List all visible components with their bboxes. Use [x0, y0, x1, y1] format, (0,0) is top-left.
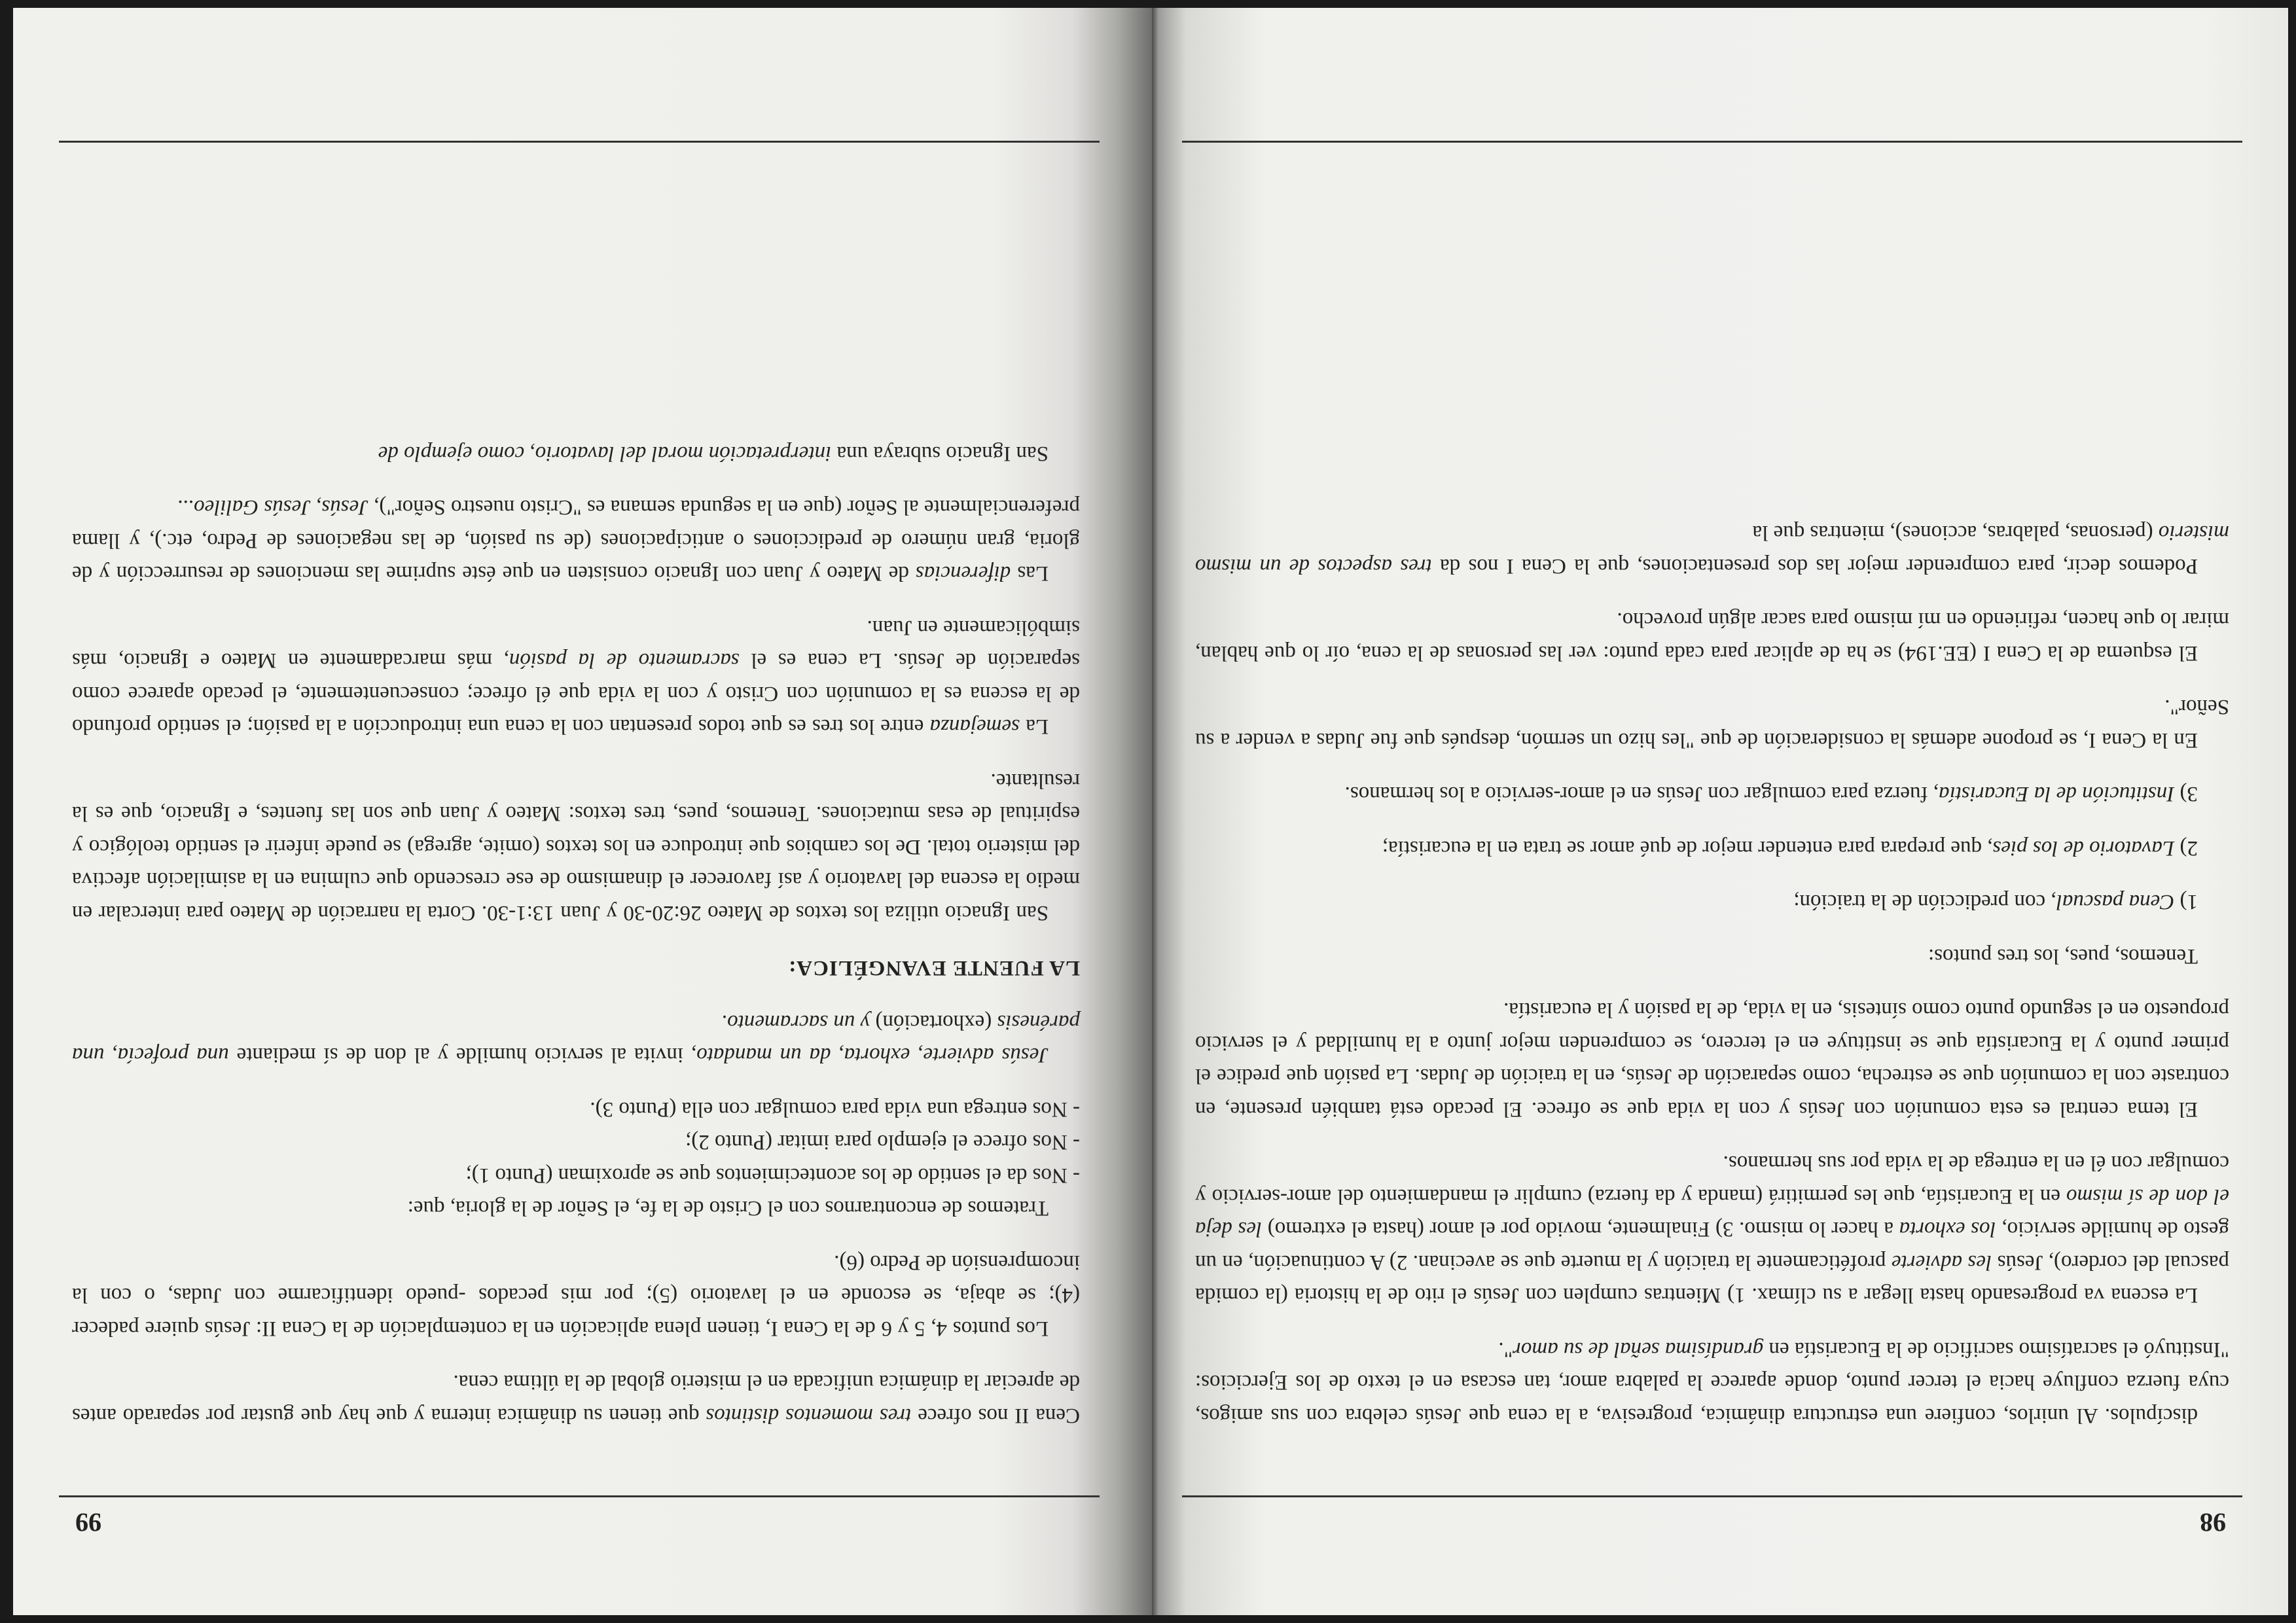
- footer-rule: [59, 141, 1100, 143]
- paragraph: El esquema de la Cena I (EE.194) se ha de aplicar para cada punto: ver las personas de la cena, oír lo que hablan, mirar lo que hacen, refiriendo en mí mismo para sacar algún provecho.: [1195, 608, 2229, 665]
- paragraph: Cena II nos ofrece tres momentos distintos que tienen su dinámica interna y que hay que gustar por separado antes de apreciar la dinámica unificada en el misterio global de la última cena.: [72, 1370, 1080, 1427]
- paragraph: En la Cena I, se propone además la consideración de que "les hizo un sermón, después que fue Judas a vender a su Señor".: [1195, 695, 2229, 752]
- left-page: [1152, 8, 2288, 1615]
- page-number: 98: [2200, 1508, 2226, 1537]
- paragraph: San Ignacio utiliza los textos de Mateo 26:20-30 y Juan 13:1-30. Corta la narración de Mateo para intercalar en medio la escena del lavatorio y así favorecer el dinamismo de ese crescendo que culmina en la asimilación afectiva del misterio total. De los cambios que introduce en los textos (omite, agrega) se puede inferir el sentido teológico y espiritual de esas mutaciones. Tenemos, pues, tres textos: Mateo y Juan que son las fuentes, e Ignacio, que es la resultante.: [72, 769, 1080, 925]
- list-item: - Nos da el sentido de los acontecimientos que se aproximan (Punto 1);: [465, 1164, 1080, 1187]
- list-item: - Nos ofrece el ejemplo para imitar (Punto 2);: [685, 1130, 1080, 1154]
- page-text: [1195, 495, 2229, 1432]
- header-rule: [59, 1495, 1100, 1497]
- paragraph: Tratemos de encontrarnos con el Cristo de la fe, el Señor de la gloria, que:: [407, 1196, 1049, 1221]
- header-rule: [1182, 1495, 2242, 1497]
- page-number: 99: [75, 1508, 101, 1537]
- page-text: [72, 416, 1080, 1433]
- list-item: 2) Lavatorio de los pies, que prepara para entender mejor de qué amor se trata en la eucaristía;: [1382, 836, 2198, 860]
- footer-rule: [1182, 141, 2242, 143]
- paragraph: discípulos. Al unirlos, confiere una estructura dinámica, progresiva, a la cena que Jesús celebra con sus amigos, cuya fuerza confluye hacia el tercer punto, donde aparece la palabra amor, tan escasa en el texto de los Ejercicios: "Instituyó el sacratísimo sacrificio de la Eucaristía en grandísima señal de su amor".: [1195, 1338, 2229, 1427]
- paragraph: La escena va progresando hasta llegar a su clímax. 1) Mientras cumplen con Jesús el rito de la historia (la comida pascual del cordero), Jesús les advierte proféticamente la traición y la muerte que se avecinan. 2) A continuación, en un gesto de humilde servicio, los exhorta a hacer lo mismo. 3) Finalmente, movido por el amor (hasta el extremo) les deja el don de sí mismo en la Eucaristía, que les permitirá (manda y da fuerza) cumplir el mandamiento del amor-servicio y comulgar con él en la entrega de la vida por sus hermanos.: [1194, 1151, 2229, 1308]
- paragraph: Tenemos, pues, los tres puntos:: [1928, 944, 2198, 968]
- paragraph: Jesús advierte, exhorta, da un mandato, invita al servicio humilde y al don de sí mediante una profecía, una parénesis (exhortación) y un sacramento.: [71, 1010, 1080, 1067]
- paragraph: El tema central es esta comunión con Jesús y con la vida que se ofrece. El pecado está también presente, en contraste con la comunión que se estrecha, como separación de Jesús, en la traición de Judas. La pasión que predice el primer punto y la Eucaristía que se instituye en el tercero, se comprenden mejor junto a la humildad y el servicio propuesto en el segundo punto como síntesis, en la vida, de la pasión y la eucaristía.: [1195, 998, 2229, 1121]
- paragraph: Los puntos 4, 5 y 6 de la Cena I, tienen plena aplicación en la contemplación de la Cena II: Jesús quiere padecer (4); se abaja, se esconde en el lavatorio (5); por mis pecados -puedo identificarme con Judas, o con la incomprensión de Pedro (6).: [72, 1251, 1080, 1340]
- paragraph: San Ignacio subraya una interpretación moral del lavatorio, como ejemplo de: [378, 442, 1049, 465]
- paragraph: Podemos decir, para comprender mejor las dos presentaciones, que la Cena I nos da tres aspectos de un mismo misterio (personas, palabras, acciones), mientras que la: [1195, 521, 2229, 578]
- section-heading: LA FUENTE EVANGÉLICA:: [788, 956, 1080, 980]
- list-item: 1) Cena pascual, con predicción de la traición;: [1793, 890, 2198, 914]
- right-page: [13, 8, 1152, 1615]
- paragraph: La semejanza entre los tres es que todos presentan con la cena una introducción a la pasión; el sentido profundo de la escena es la comunión con Cristo y con la vida que él ofrece; consecuentemente, el pecado aparece como separación de Jesús. La cena es el sacramento de la pasión, más marcadamente en Mateo e Ignacio, más simbólicamente en Juan.: [71, 616, 1080, 739]
- paragraph: Las diferencias de Mateo y Juan con Ignacio consisten en que éste suprime las menciones de resurrección y de gloria, gran número de predicciones o anticipaciones (de su pasión, de las negaciones de Pedro, etc.), y llama preferencialmente al Señor (que en la segunda semana es "Cristo nuestro Señor"), Jesús, Jesús Galileo...: [72, 495, 1080, 586]
- list-item: - Nos entrega una vida para comulgar con ella (Punto 3).: [590, 1097, 1080, 1121]
- list-item: 3) Institución de la Eucaristía, fuerza para comulgar con Jesús en el amor-servicio a los hermanos.: [1344, 782, 2198, 806]
